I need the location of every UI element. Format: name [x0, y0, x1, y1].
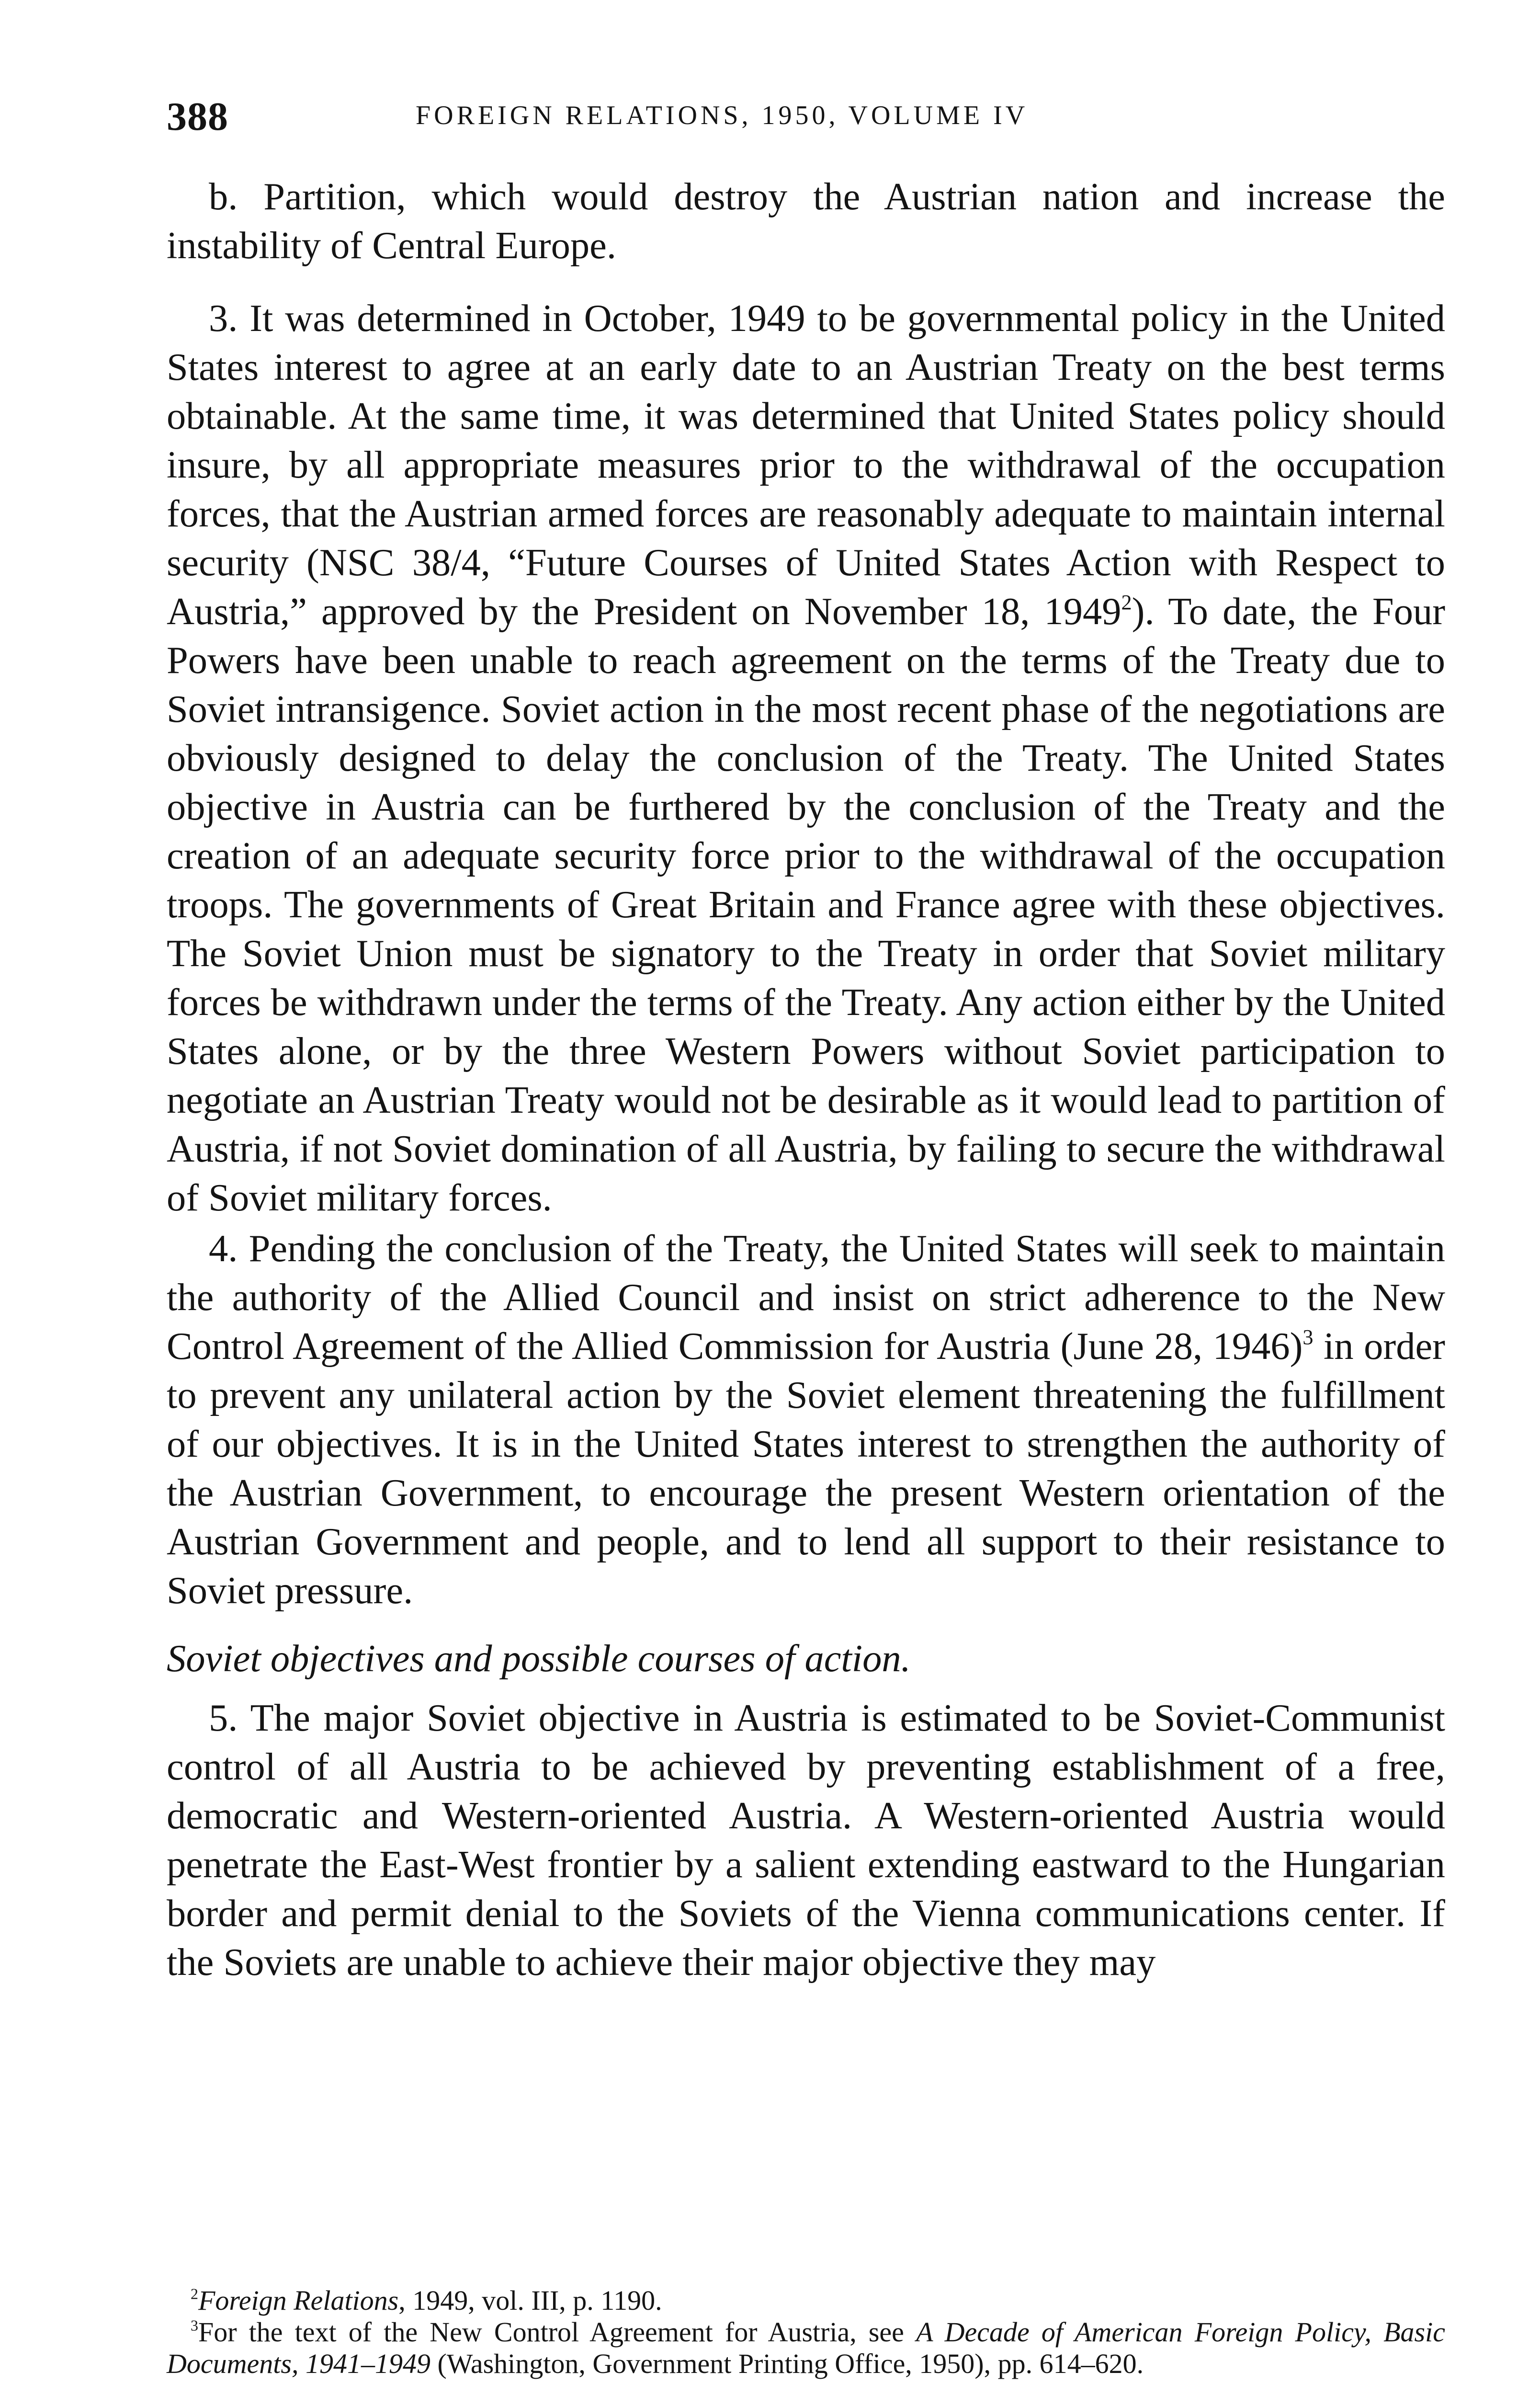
footnote-3-text-b: (Washington, Government Printing Office, 1950), pp. 614–620.	[430, 2348, 1144, 2379]
paragraph-b: b. Partition, which would destroy the Austrian nation and increase the instability of Central Europe.	[167, 175, 1445, 267]
footnote-2-text: , 1949, vol. III, p. 1190.	[398, 2285, 662, 2316]
footnote-3-marker: 3	[191, 2317, 198, 2334]
footnote-2	[167, 2285, 1445, 2316]
paragraph-3-text-b: ). To date, the Four Powers have been unable to reach agreement on the terms of the Treaty due to Soviet intransigence. Soviet action in the most recent phase of the negotiations are obviously designed to delay the conclusion of the Treaty. The United States objective in Austria can be furthered by the conclusion of the Treaty and the creation of an adequate security force prior to the withdrawal of the occupation troops. The governments of Great Britain and France agree with these objectives. The Soviet Union must be signatory to the Treaty in order that Soviet military forces be withdrawn under the terms of the Treaty. Any action either by the United States alone, or by the three Western Powers without Soviet participation to negotiate an Austrian Treaty would not be desirable as it would lead to partition of Austria, if not Soviet domination of all Austria, by failing to secure the withdrawal of Soviet military forces.	[167, 590, 1445, 1219]
footnote-2-title: Foreign Relations	[198, 2285, 399, 2316]
footnote-2-marker: 2	[191, 2285, 198, 2303]
footnote-3-text-a: For the text of the New Control Agreement for Austria, see	[198, 2316, 917, 2348]
footnote-ref-3: 3	[1302, 1325, 1314, 1349]
paragraph-3-text-a: 3. It was determined in October, 1949 to be governmental policy in the United States interest to agree at an early date to an Austrian Treaty on the best terms obtainable. At the same time, it was determined that United States policy should insure, by all appropriate measures prior to the withdrawal of the occupation forces, that the Austrian armed forces are reasonably adequate to maintain internal security (NSC 38/4, “Future Courses of United States Action with Respect to Austria,” approved by the President on November 18, 1949	[167, 297, 1445, 633]
paragraph-4-text-b: in order to prevent any unilateral action by the Soviet element threatening the fulfillment of our objectives. It is in the United States interest to strengthen the authority of the Austrian Government, to encourage the present Western orientation of the Austrian Government and people, and to lend all support to their resistance to Soviet pressure.	[167, 1325, 1445, 1612]
page-number: 388	[167, 94, 228, 139]
paragraph-4-text-a: 4. Pending the conclusion of the Treaty, the United States will seek to maintain the authority of the Allied Council and insist on strict adherence to the New Control Agreement of the Allied Commission for Austria (June 28, 1946)	[167, 1227, 1445, 1368]
footnote-ref-2: 2	[1121, 591, 1132, 615]
running-head	[167, 93, 1460, 146]
footnote-3-title: A Decade of American Foreign Policy, Basic Documents, 1941–1949	[167, 2316, 1445, 2379]
running-title: FOREIGN RELATIONS, 1950, VOLUME IV	[416, 101, 1029, 130]
body-text	[167, 172, 1445, 1987]
paragraph-4	[167, 1224, 1445, 1615]
paragraph-3	[167, 294, 1445, 1222]
paragraph-5: 5. The major Soviet objective in Austria is estimated to be Soviet-Communist control of all Austria to be achieved by preventing establishment of a free, democratic and Western-oriented Austria. A Western-oriented Austria would penetrate the East-West frontier by a salient extending eastward to the Hungarian border and permit denial to the Soviets of the Vienna communications center. If the Soviets are unable to achieve their major objective they may	[167, 1697, 1445, 1984]
section-heading: Soviet objectives and possible courses of action.	[167, 1637, 911, 1680]
footnote-3	[167, 2316, 1445, 2380]
footnotes	[167, 2285, 1445, 2380]
